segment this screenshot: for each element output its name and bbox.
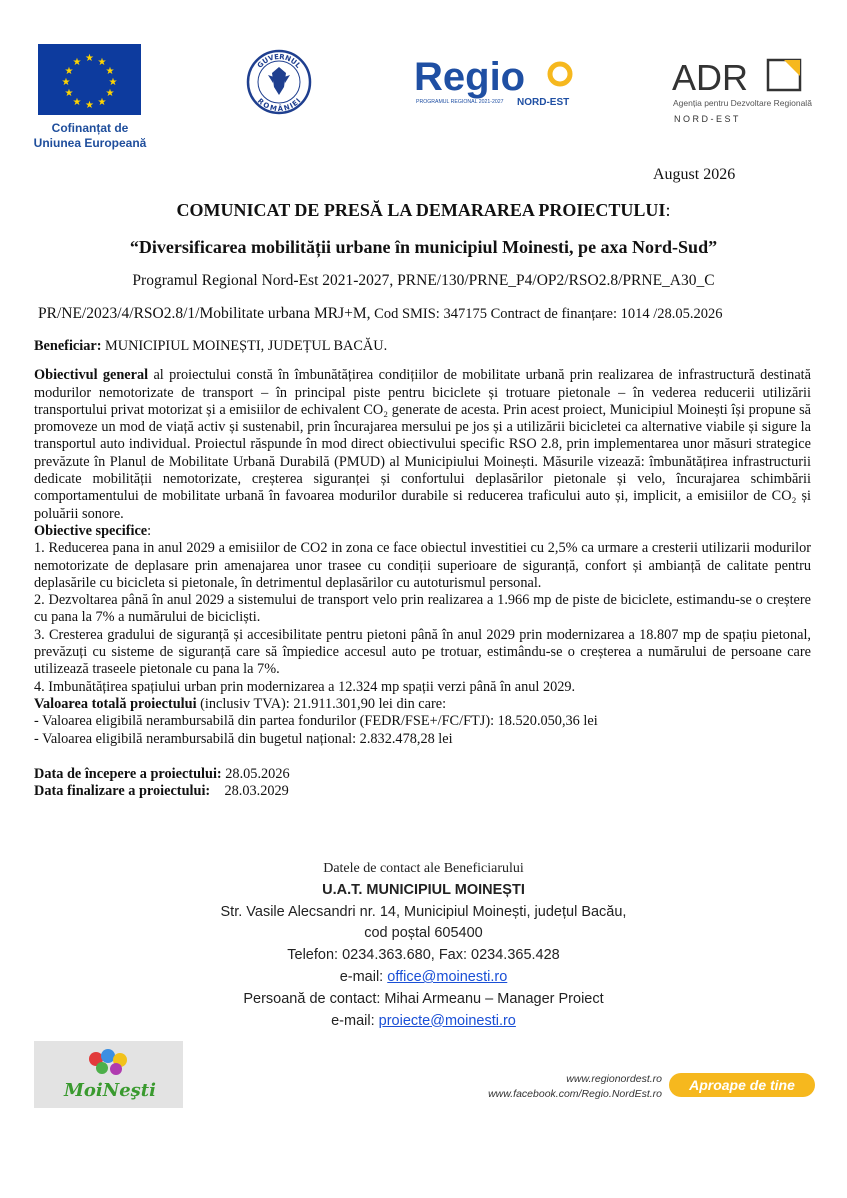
program-line: Programul Regional Nord-Est 2021-2027, PRNE/130/PRNE_P4/OP2/RSO2.8/PRNE_A30_C	[132, 272, 715, 289]
specific-suffix: :	[147, 522, 152, 539]
end-date-line	[34, 783, 811, 800]
svg-text:★: ★	[72, 97, 82, 108]
office-email-link[interactable]: office@moinesti.ro	[387, 968, 508, 985]
adr-nord-est-logo	[672, 56, 822, 126]
eligible-national-line: - Valoarea eligibilă nerambursabilă din bugetul național: 2.832.478,28 lei	[34, 730, 453, 747]
svg-text:★: ★	[105, 66, 115, 77]
eligible-fedr-line: - Valoarea eligibilă nerambursabilă din partea fondurilor (FEDR/FSE+/FC/FTJ): 18.520.050,36 lei	[34, 713, 598, 730]
regionordest-website-link[interactable]: www.regionordest.ro	[566, 1073, 662, 1085]
contact-organization: U.A.T. MUNICIPIUL MOINEȘTI	[322, 881, 525, 898]
footer-links	[440, 1072, 662, 1102]
beneficiary-line	[34, 338, 811, 355]
svg-text:★: ★	[64, 66, 74, 77]
seal-top-text: GUVERNUL	[255, 52, 303, 70]
romanian-government-seal-logo	[246, 49, 312, 115]
total-value-label: Valoarea totală proiectului	[34, 695, 197, 712]
total-value: (inclusiv TVA): 21.911.301,90 lei din care:	[196, 695, 447, 712]
contact-postal-code: cod poștal 605400	[364, 925, 483, 942]
email-label: e-mail:	[331, 1012, 379, 1029]
moinesti-city-logo	[34, 1041, 183, 1108]
start-date-value: 28.05.2026	[221, 765, 290, 782]
project-code: PR/NE/2023/4/RSO2.8/1/Mobilitate urbana MRJ+M,	[38, 305, 371, 322]
facebook-link[interactable]: www.facebook.com/Regio.NordEst.ro	[488, 1088, 662, 1100]
eu-caption-line2: Uniunea Europeană	[33, 136, 147, 150]
email-label: e-mail:	[339, 968, 388, 985]
regio-sun-icon	[550, 64, 570, 84]
svg-text:★: ★	[72, 57, 82, 68]
beneficiary-contact-block	[0, 858, 847, 1032]
svg-text:★: ★	[97, 97, 107, 108]
total-value-line	[34, 696, 811, 713]
regio-nord-est-logo	[414, 50, 574, 112]
contact-address: Str. Vasile Alecsandri nr. 14, Municipiul Moinești, județul Bacău,	[220, 903, 627, 920]
specific-objectives-heading	[34, 523, 811, 540]
end-date-label: Data finalizare a proiectului:	[34, 783, 211, 800]
end-date-value: 28.03.2029	[210, 783, 289, 800]
contact-email-line-2	[0, 1011, 847, 1033]
projects-email-link[interactable]: proiecte@moinesti.ro	[378, 1012, 516, 1029]
specific-objective-item: 2. Dezvoltarea până în anul 2029 a sistemului de transport velo prin realizarea a 1.966 mp de piste de biciclete, estimandu-se o creștere cu pana la 7% a numărului de bicicliști.	[34, 592, 811, 626]
beneficiary-label: Beneficiar:	[34, 338, 102, 354]
specific-objective-item: 4. Imbunătățirea spațiului urban prin modernizarea a 12.324 mp spații verzi până în anul 2029.	[34, 678, 576, 695]
smis-contract-info: Cod SMIS: 347175 Contract de finanțare: 1014 /28.05.2026	[370, 306, 723, 322]
svg-text:★: ★	[105, 88, 115, 99]
svg-text:★: ★	[85, 53, 94, 64]
eu-caption-line1: Cofinanțat de	[51, 121, 129, 135]
svg-text:★: ★	[97, 57, 107, 68]
regio-logo-text: Regio	[414, 55, 526, 99]
specific-objectives-label: Obiective specifice	[34, 522, 148, 539]
adr-logo-text: ADR	[672, 57, 749, 98]
eu-stars-icon	[38, 44, 141, 115]
general-objective-paragraph	[34, 367, 811, 523]
svg-text:★: ★	[108, 77, 118, 88]
start-date-line	[34, 766, 811, 783]
specific-objective-item: 3. Cresterea gradului de siguranță și accesibilitate pentru pietoni până în anul 2029 prin modernizarea a 18.807 mp de spațiu pietonal, prevăzuți cu sisteme de siguranță care să împiedice accesul auto pe trotuar, estimându-se o creșterea a numărului de persoane care utilizează traseele pietonale cu pana la 7%.	[34, 626, 811, 678]
adr-line2: N O R D - E S T	[674, 114, 739, 124]
title-suffix: :	[665, 200, 671, 220]
regio-region-text: NORD-EST	[517, 97, 570, 108]
beneficiary-value: MUNICIPIUL MOINEȘTI, JUDEȚUL BACĂU.	[101, 338, 388, 354]
press-release-title: COMUNICAT DE PRESĂ LA DEMARAREA PROIECTULUI	[176, 200, 666, 220]
specific-objective-item: 1. Reducerea pana in anul 2029 a emisiilor de CO2 in zona ce face obiectul investitiei cu 2,5% ca urmare a cresterii utilizarii modurilor nemotorizate de deplasare prin amenajarea unor trasee cu condiții superioare de siguranță, confort și ambianță de calitate pentru deplasările cu bicicleta si pietonale, în detrimentul deplasărilor cu autoturismul personal.	[34, 540, 811, 591]
slogan-badge: Aproape de tine	[669, 1073, 815, 1097]
svg-text:★: ★	[64, 88, 74, 99]
general-objective-label: Obiectivul general	[34, 367, 149, 384]
contact-phone-fax: Telefon: 0234.363.680, Fax: 0234.365.428	[287, 947, 560, 964]
svg-text:★: ★	[61, 77, 71, 88]
contact-heading: Datele de contact ale Beneficiarului	[323, 861, 524, 876]
svg-text:★: ★	[85, 100, 94, 111]
regio-program-text: PROGRAMUL REGIONAL 2021-2027	[416, 99, 504, 105]
general-objective-text: al proiectului constă în îmbunătățirea condițiilor de mobilitate urbană prin realizarea de infrastructură destinată modurilor nemotorizate de transport – în principal piste pentru biciclete și trotuare pietonale – în vederea reducerii utilizării transportului privat motorizat și a emisiilor de echivalent CO₂ generate de acesta. Prin acest proiect, Municipiul Moinești își propune să promoveze un mod de viață activ și sustenabil, prin încurajarea mersului pe jos și a utilizării bicicletei ca alternative viabile și sigure la transportul auto individual. Proiectul răspunde în mod direct obiectivului specific RSO 2.8, prin implementarea unor măsuri strategice prevăzute în Planul de Mobilitate Urbană Durabilă (PMUD) al Municipiului Moinești. Măsurile vizează: îmbunătățirea infrastructurii dedicate mobilității nemotorizate, creșterea siguranței și confortului deplasărilor pietonale și velo, încurajarea schimbării comportamentului de mobilitate urbană în favoarea modurilor durabile si reducerea traficului auto și, implicit, a emisiilor de CO₂ și poluării sonore.	[34, 367, 811, 522]
document-content	[34, 338, 811, 800]
start-date-label: Data de începere a proiectului:	[34, 765, 222, 782]
project-title: “Diversificarea mobilității urbane în municipiul Moinesti, pe axa Nord-Sud”	[129, 237, 718, 257]
moinesti-logo-text: MoiNeşti	[64, 1080, 156, 1101]
project-codes-line	[38, 305, 723, 323]
seal-bottom-text: ROMÂNIEI	[255, 96, 303, 114]
document-date: August 2026	[653, 166, 736, 183]
eu-flag-logo	[38, 44, 141, 115]
contact-person: Persoană de contact: Mihai Armeanu – Manager Proiect	[243, 990, 604, 1007]
contact-email-line-1	[0, 967, 847, 989]
adr-line1: Agenția pentru Dezvoltare Regională	[673, 98, 812, 108]
eu-cofinancing-caption	[20, 121, 160, 151]
document-title	[0, 200, 847, 221]
